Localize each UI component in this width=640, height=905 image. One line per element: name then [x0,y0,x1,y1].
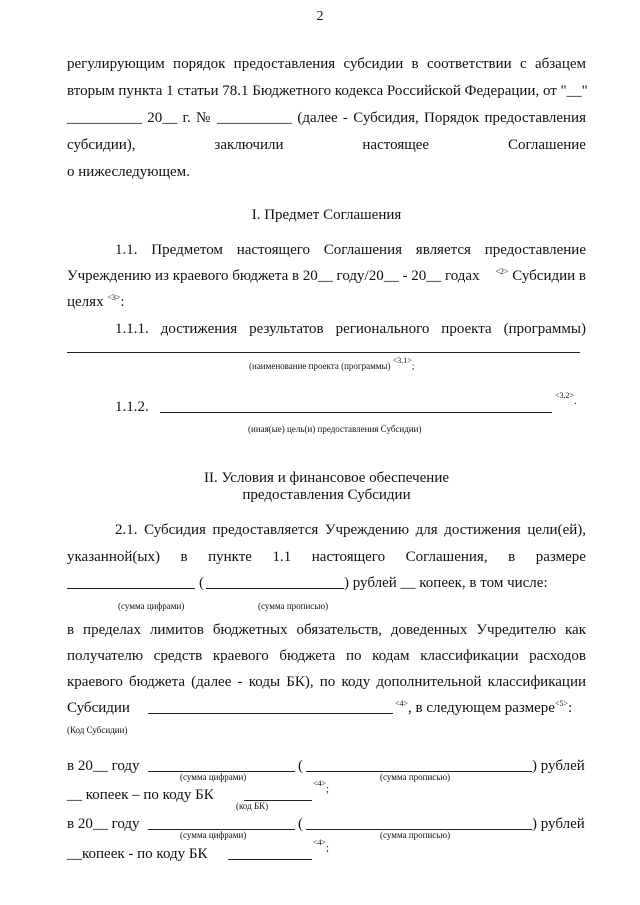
blank-subsidy-code [148,713,393,714]
caption-bk-1: (код БК) [236,801,269,811]
caption-project-name [249,356,415,372]
kop-row-1-ref [313,779,330,795]
caption-year-1-words: (сумма прописью) [380,772,451,782]
caption-other-goal: (иная(ые) цель(и) предоставления Субсидии) [248,424,422,434]
intro-word: настоящее [362,137,430,153]
clause-1-1-1: 1.1.1. достижения результатов регионального проекта (программы) [115,321,586,337]
caption-year-1-digits: (сумма цифрами) [180,772,247,782]
footnote-ref: <3.2> [555,391,575,400]
intro-line-2: вторым пункта 1 статьи 78.1 Бюджетного кодекса Российской Федерации, от "__" [67,83,588,99]
clause-1-1-goal: целях [67,294,108,310]
clause-2-1-word: 1.1 [272,549,292,565]
clause-2-1-word: в [508,549,516,565]
paren-open: ( [298,816,303,832]
kop-semicolon: ; [326,783,330,795]
intro-word: Соглашение [508,137,586,153]
year-row-2-rub: ) рублей [532,816,585,832]
clause-2-1-line-1: 2.1. Субсидия предоставляется Учреждению для достижения цели(ей), [115,522,586,538]
clause-2-1-word: размере [535,549,586,565]
caption-semicolon: ; [411,361,415,371]
year-row-1-label: в 20__ году [67,758,140,774]
footnote-ref: <2> [495,267,509,276]
year-row-2-label: в 20__ году [67,816,140,832]
clause-1-1-line-1: 1.1. Предметом настоящего Соглашения является предоставление [115,242,586,258]
intro-line-4 [67,136,586,154]
footnote-ref: <4> [313,779,327,788]
intro-line-5: о нижеследующем. [67,164,190,180]
blank-sum-words [206,588,344,589]
clause-2-1-line-4: в пределах лимитов бюджетных обязательств, доведенных Учредителю как [67,622,586,638]
caption-year-2-digits: (сумма цифрами) [180,830,247,840]
clause-2-1-line-2 [67,548,586,566]
paren-open: ( [298,758,303,774]
clause-2-1-following: , в следующем размере [408,700,555,716]
clause-2-1-colon: : [567,700,573,716]
caption-year-2-words: (сумма прописью) [380,830,451,840]
footnote-ref: <3.1> [392,356,412,365]
clause-2-1-line-6: краевого бюджета (далее - коды БК), по коду дополнительной классификации [67,674,586,690]
blank-bk-2 [228,859,312,860]
footnote-ref: <5> [554,699,568,708]
caption-subsidy-code: (Код Субсидии) [67,725,128,735]
clause-1-1-colon: : [120,294,125,310]
kop-row-1-label: __ копеек – по коду БК [67,787,214,803]
clause-1-1-text: Учреждению из краевого бюджета в 20__ году/20__ - 20__ годах [67,268,480,284]
clause-2-1-word: пункте [208,549,252,565]
footnote-ref: <4> [395,699,409,708]
blank-other-goal [160,412,552,413]
blank-project-name [67,352,580,353]
clause-1-1-2-dot: . [574,395,577,407]
footnote-ref: <4> [313,838,327,847]
section-2-title-line-2: предоставления Субсидии [242,487,411,503]
intro-word: субсидии), [67,137,136,153]
kop-semicolon: ; [326,842,330,854]
section-1-title: I. Предмет Соглашения [251,207,402,223]
page-number: 2 [316,9,324,24]
intro-line-1: регулирующим порядок предоставления субсидии в соответствии с абзацем [67,56,586,72]
caption-text: (наименование проекта (программы) [249,361,391,371]
blank-sum-digits [67,588,195,589]
clause-1-1-2-label: 1.1.2. [115,399,149,415]
clause-2-1-line-5: получателю средств краевого бюджета по кодам классификации расходов [67,648,586,664]
intro-word: заключили [214,137,284,153]
caption-sum-digits: (сумма цифрами) [118,601,185,611]
caption-sum-words: (сумма прописью) [258,601,329,611]
clause-1-1-line-2 [67,267,586,285]
footnote-ref: <3> [107,293,121,302]
clause-2-1-line-3-tail: ) рублей __ копеек, в том числе: [344,575,548,591]
clause-2-1-line-7-tail [395,699,586,717]
section-2-title-line-1: II. Условия и финансовое обеспечение [203,470,450,486]
kop-row-2-ref [313,838,330,854]
subsidy-label: Субсидии [67,700,130,716]
clause-1-1-2-ref [555,391,577,407]
clause-2-1-word: указанной(ых) [67,549,160,565]
clause-1-1-tail: Субсидии в [508,268,586,284]
clause-1-1-line-3 [67,293,586,311]
kop-row-2-label: __копеек - по коду БК [67,846,208,862]
intro-line-3: __________ 20__ г. № __________ (далее - Субсидия, Порядок предоставления [67,110,586,126]
clause-1-1-tail-wrap [495,267,586,285]
clause-2-1-word: в [180,549,188,565]
clause-2-1-word: настоящего [311,549,386,565]
paren-open: ( [199,575,204,591]
year-row-1-rub: ) рублей [532,758,585,774]
clause-2-1-word: Соглашения, [405,549,488,565]
